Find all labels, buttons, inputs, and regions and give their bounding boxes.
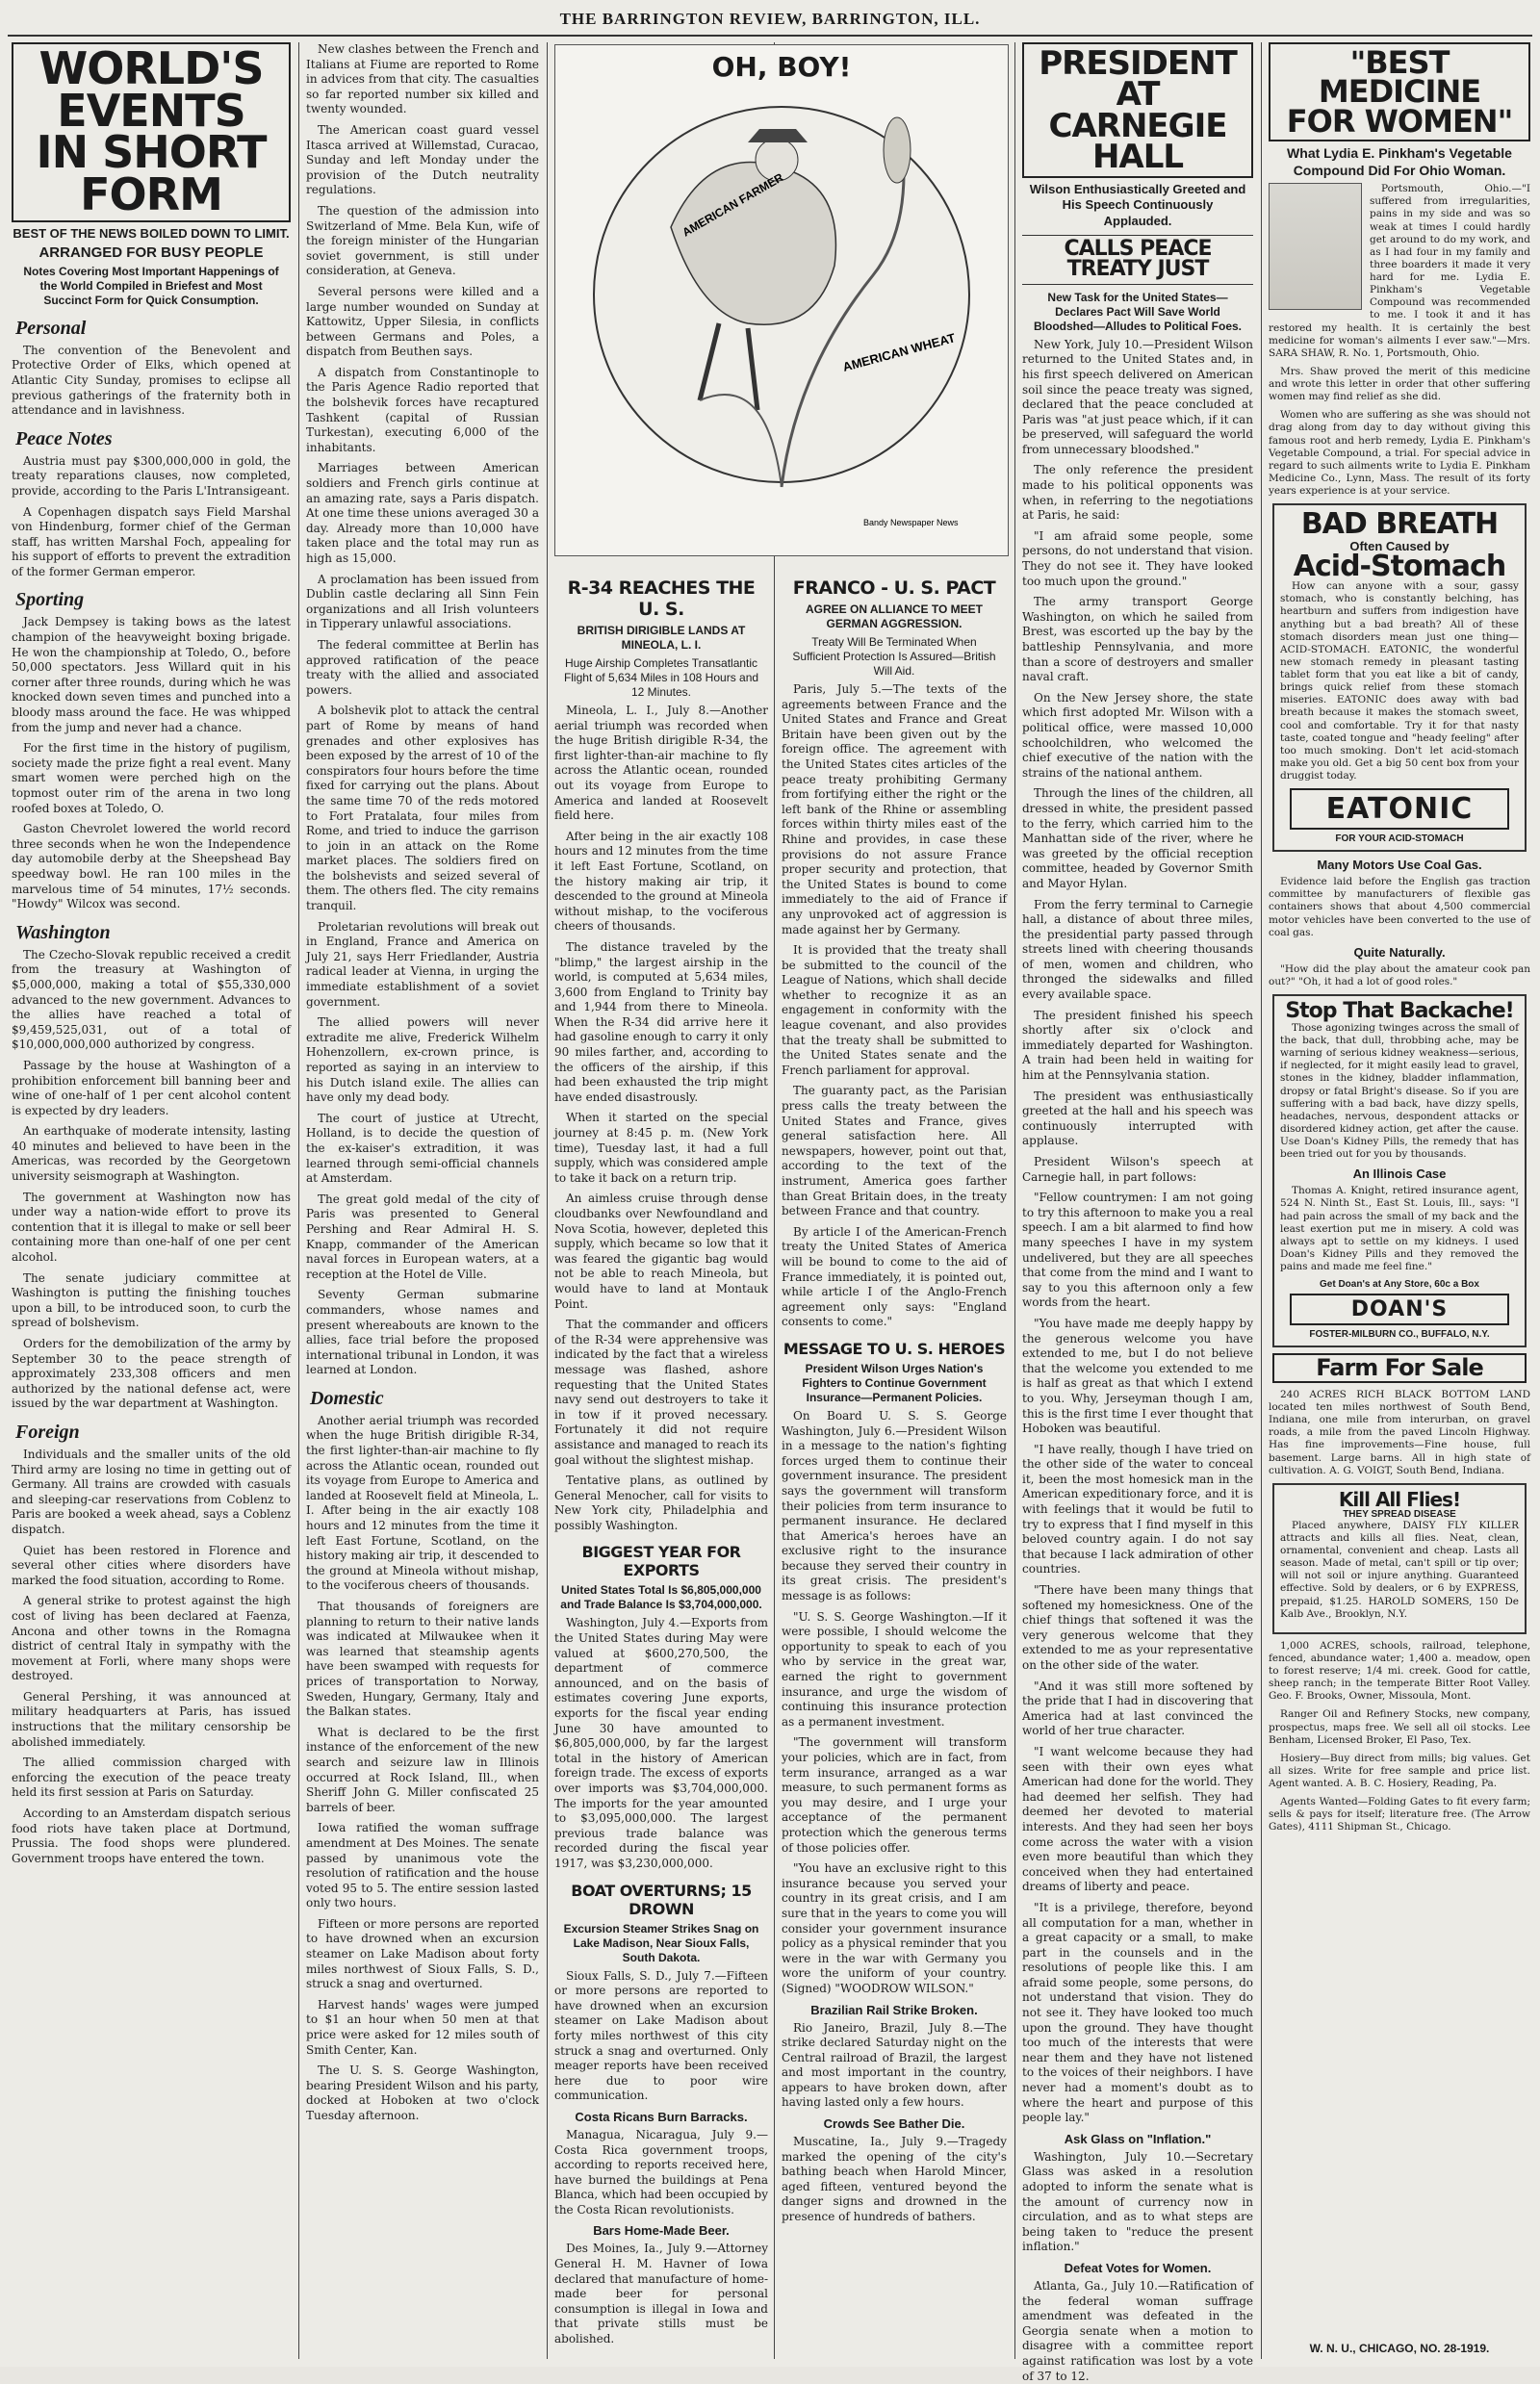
ad-paragraph: Placed anywhere, DAISY FLY KILLER attracts and kills all flies. Neat, clean, ornamental, convenient and cheap. Lasts all season. Made of metal, can't spill or tip over; will not soil or injure anything. Guaranteed effective. Sold by dealers, or 6 by EXPRESS, prepaid, $1.25. HAROLD SOMERS, 150 De Kalb Ave., Brooklyn, N.Y.: [1280, 1519, 1519, 1620]
section-title: Peace Notes: [15, 427, 113, 449]
article-paragraph: The federal committee at Berlin has approved ratification of the peace treaty with the allied and associated powers.: [306, 637, 539, 697]
article-paragraph: Mineola, L. I., July 8.—Another aerial triumph was recorded when the huge British dirigible R-34, the first lighter-than-air machine to fly across the Atlantic ocean, rounded out its voyage from Europe to America and landed at Roosevelt field here.: [554, 704, 768, 823]
article-paragraph: The Czecho-Slovak republic received a credit from the treasury at Washington of $5,000,000, making a total of $55,330,000 advanced to the new government. Advances to the allies have reached a total of $9,459,525,031, out of a total of $10,000,000,000 authorized by congress.: [12, 947, 291, 1052]
cartoon-title: OH, BOY!: [711, 51, 852, 83]
ad-paragraph: Women who are suffering as she was should not drag along from day to day without giving this famous root and herb remedy, Lydia E. Pinkham's Vegetable Compound, a trial. For special advice in regard to such ailments write to Lydia E. Pinkham Medicine Co., Lynn, Mass. The result of its forty years experience is at your service.: [1269, 409, 1530, 498]
ad-maker: FOSTER-MILBURN CO., BUFFALO, N.Y.: [1309, 1329, 1490, 1341]
article-paragraph: By article I of the American-French treaty the United States of America will be bound to come to the aid of France immediately, it is pointed out, while article I of the Anglo-French agreement only says: "England consents to come.": [782, 1224, 1007, 1329]
article-paragraph: The president was enthusiastically greeted at the hall and his speech was continuously interrupted with applause.: [1022, 1089, 1253, 1148]
article-paragraph: When it started on the special journey at 8:45 p. m. (New York time), Tuesday last, it had a full supply, which was considered ample to take it back on a return trip.: [554, 1111, 768, 1185]
story-subhead: Ask Glass on "Inflation.": [1064, 2131, 1212, 2146]
deck: Huge Airship Completes Transatlantic Flight of 5,634 Miles in 108 Hours and 12 Minutes.: [563, 656, 759, 699]
ad-paragraph: Thomas A. Knight, retired insurance agent, 524 N. Ninth St., East St. Louis, Ill., says: "I had pain across the small of my back and the least exertion put me in misery. A cold was always apt to settle on my kidneys. I used Doan's Kidney Pills and they removed the pains and made me feel fine.": [1280, 1185, 1519, 1273]
article-paragraph: The great gold medal of the city of Paris was presented to General Pershing and Rear Admiral H. S. Knapp, commander of the American naval forces in European waters, at a reception at the Hotel de Ville.: [306, 1192, 539, 1281]
portrait-image: [1269, 183, 1362, 310]
article-paragraph: "How did the play about the amateur cook pan out?" "Oh, it had a lot of good roles.": [1269, 962, 1530, 987]
section-title: Personal: [15, 317, 87, 339]
article-paragraph: The allied powers will never extradite me alive, Frederick Wilhelm Hohenzollern, ex-crown prince, is reported as saying in an interview to his Dutch island exile. The allies can have only my dead body.: [306, 1015, 539, 1105]
article-paragraph: The convention of the Benevolent and Protective Order of Elks, which opened at Atlantic City Sunday, promises to eclipse all previous gatherings of the fraternity both in attendance and in lavishness.: [12, 343, 291, 418]
article-paragraph: According to an Amsterdam dispatch serious food riots have taken place at Dortmund, Prussia. The food shops were plundered. Government troops have entered the town.: [12, 1807, 291, 1865]
article-paragraph: New York, July 10.—President Wilson returned to the United States and, in his first speech delivered on American soil since the peace treaty was signed, declared that the peace concluded at Paris was "at just peace which, if it can be preserved, will safeguard the world from unnecessary bloodshed.": [1022, 337, 1253, 456]
column-divider: [547, 42, 548, 2359]
article-paragraph: A bolshevik plot to attack the central part of Rome by means of hand grenades and other explosives has been exposed by the arrest of 10 of the conspirators four hours before the time fixed for carrying out the plans. About the same time 70 of the reds motored to Fort Pratalata, four miles from Rome, and tried to induce the garrison to join in an attack on the Rome market places. The soldiers fired on the bolshevists and seized several of them. The others fled. The city remains tranquil.: [306, 704, 539, 913]
article-paragraph: Des Moines, Ia., July 9.—Attorney General H. M. Havner of Iowa declared that manufacture of home-made beer for personal consumption is illegal in Iowa and that private stills must be abolished.: [554, 2242, 768, 2346]
deck: United States Total Is $6,805,000,000 and Trade Balance Is $3,704,000,000.: [560, 1583, 762, 1612]
ad-paragraph: How can anyone with a sour, gassy stomach, who is constantly belching, has heartburn and suffers from indigestion have anything but a bad breath? All of these stomach disorders mean just one thing—ACID-STOMACH. EATONIC, the wonderful new stomach remedy in pleasant tasting tablet form that you eat like a bit of candy, brings quick relief from these stomach miseries. EATONIC does away with bad breath because it makes the stomach sweet, cool and comfortable. Try it for that nasty taste, coated tongue and "heady feeling" after too much smoking. Don't let acid-stomach make you old. Get a big 50 cent box from your druggist today.: [1280, 580, 1519, 782]
article-paragraph: Tentative plans, as outlined by General Menocher, call for visits to New York city, Philadelphia and possibly Washington.: [554, 1474, 768, 1532]
article-paragraph: Quiet has been restored in Florence and several other cities where disorders have marked the food situation, according to Rome.: [12, 1543, 291, 1587]
article-paragraph: For the first time in the history of pugilism, society made the prize fight a real event. Many smart women were perched high on the topmost outer rim of the arena in two long roofed boxes at Toledo, O.: [12, 741, 291, 815]
headline-world-events: [12, 42, 291, 222]
ad-subline: Often Caused by: [1349, 538, 1450, 553]
subheadline: CALLS PEACE TREATY JUST: [1022, 235, 1253, 285]
article-paragraph: A Copenhagen dispatch says Field Marshal von Hindenburg, former chief of the German staff, has written Marshal Foch, appealing for his support of efforts to prevent the extradition of the former German emperor.: [12, 504, 291, 578]
ad-headline: BAD BREATH: [1300, 507, 1499, 542]
article-paragraph: Several persons were killed and a large number wounded on Sunday at Kattowitz, Upper Silesia, in conflicts between Germans and Poles, a dispatch from Beuthen says.: [306, 284, 539, 359]
article-paragraph: Passage by the house at Washington of a prohibition enforcement bill banning beer and wine of one-half of 1 per cent alcohol content is expected by dry leaders.: [12, 1058, 291, 1117]
story-subhead: Brazilian Rail Strike Broken.: [810, 2002, 978, 2017]
article-paragraph: "I have really, though I have tried on the other side of the water to conceal it, been the most homesick man in the American expeditionary force, and it is with feelings that it would be futil to try to express that I find myself in this beloved country again. I do not say that because I lack admiration of other countries.: [1022, 1442, 1253, 1577]
article-paragraph: Austria must pay $300,000,000 in gold, the treaty reparations clauses, now completed, provide, according to the Paris L'Intransigeant.: [12, 453, 291, 498]
article-paragraph: The government at Washington now has under way a nation-wide effort to prove its contention that it is illegal to make or sell beer containing more than one-half of one per cent alcohol.: [12, 1190, 291, 1265]
article-paragraph: Individuals and the smaller units of the old Third army are losing no time in getting out of Germany. All trains are crowded with casuals and sleeping-car reservations from Coblenz to Paris are booked a week ahead, says a Coblenz dispatch.: [12, 1447, 291, 1536]
article-paragraph: Another aerial triumph was recorded when the huge British dirigible R-34, the first lighter-than-air machine to fly across the Atlantic ocean, rounded out its voyage from Europe to America and landed at Roosevelt field at Mineola, L. I. After being in the air exactly 108 hours and 12 minutes from the time it left East Fortune, Scotland, on the history making air trip, it descended to the ground at Mineola without mishap, to the vociferous cheers of thousands.: [306, 1413, 539, 1593]
ad-subhead: An Illinois Case: [1352, 1166, 1447, 1182]
column-franco-pact: [782, 568, 1007, 2359]
eatonic-tagline: FOR YOUR ACID-STOMACH: [1335, 833, 1464, 845]
column-president: [1022, 42, 1253, 2383]
article-paragraph: That thousands of foreigners are planning to return to their native lands was indicated at Milwaukee when it was learned that steamship agents have been swamped with requests for prices of transportation to Norway, Sweden, Hungary, Germany, Italy and the Balkan states.: [306, 1600, 539, 1719]
story-headline: BOAT OVERTURNS; 15 DROWN: [571, 1881, 752, 1918]
article-paragraph: From the ferry terminal to Carnegie hall, a distance of about three miles, the presidential party passed through streets lined with cheering thousands of men, women and children, who thronged the sidewalks and filled every available space.: [1022, 897, 1253, 1002]
article-paragraph: The U. S. S. George Washington, bearing President Wilson and his party, docked at Hoboken at two o'clock Tuesday afternoon.: [306, 2064, 539, 2122]
article-paragraph: The army transport George Washington, on which he sailed from Brest, was escorted up the bay by the battleship Pennsylvania, and more than a score of destroyers and smaller naval craft.: [1022, 595, 1253, 684]
ad-pinkham-body: [1269, 183, 1530, 498]
article-paragraph: After being in the air exactly 108 hours and 12 minutes from the time it left East Fortune, Scotland, on the history making air trip, it descended to the ground at Mineola without mishap, to the vociferous cheers of thousands.: [554, 829, 768, 934]
subhead: ARRANGED FOR BUSY PEOPLE: [38, 244, 264, 261]
article-paragraph: "And it was still more softened by the pride that I had in discovering that America had at last convinced the world of her true character.: [1022, 1679, 1253, 1738]
article-paragraph: A general strike to protest against the high cost of living has been declared at Faenza, Ancona and other towns in the Romagna district of central Italy in sympathy with the movement at Forli, where many shops were destroyed.: [12, 1594, 291, 1683]
article-paragraph: Marriages between American soldiers and French girls continue at an amazing rate, says a Paris dispatch. At one time these unions averaged 30 a day. Already more than 10,000 have taken place and the total may run as high as 15,000.: [306, 461, 539, 565]
section-title: Washington: [15, 921, 111, 943]
eatonic-logo: EATONIC: [1290, 788, 1509, 830]
article-paragraph: New clashes between the French and Italians at Fiume are reported to Rome in advices from that city. The casualties so far reported number six killed and twenty wounded.: [306, 42, 539, 116]
article-paragraph: On Board U. S. S. George Washington, July 6.—President Wilson in a message to the nation's fighting forces urged them to continue their government insurance. The president says the government will transform their policies from term insurance to permanent insurance. He declared that America's heroes have an exclusive right to the insurance because they served their country in its great crisis. The president's message is as follows:: [782, 1408, 1007, 1603]
ad-paragraph: Those agonizing twinges across the small of the back, that dull, throbbing ache, may be warning of serious kidney weakness—serious, if neglected, for it might easily lead to gravel, stones in the kidney, bladder inflammation, dropsy or fatal Bright's disease. So if you are suffering with a bad back, have dizzy spells, headaches, nervous, despondent attacks or disordered kidney action, get after the cause. Use Doan's Kidney Pills, the remedy that has been tried out for you by thousands.: [1280, 1021, 1519, 1161]
article-paragraph: "It is a privilege, therefore, beyond all computation for a man, whether in a great capacity or a small, to make part in the counsels and in the resolutions of people like this. I am afraid some people, some persons, do not understand that vision. They do not see it. They have looked too much upon the ground. They have thought too much of the interests that were near them and they have not listened to the voices of their neighbors. I have never had a moment's doubt as to where the heart and purpose of this people lay.": [1022, 1900, 1253, 2125]
article-paragraph: On the New Jersey shore, the state which first adopted Mr. Wilson with a political office, were massed 10,000 schoolchildren, who welcomed the chief executive of the nation with the strains of the national anthem.: [1022, 690, 1253, 780]
ad-subline: THEY SPREAD DISEASE: [1343, 1508, 1456, 1520]
ad-subline: Get Doan's at Any Store, 60c a Box: [1320, 1279, 1479, 1291]
cartoon-drawing: [555, 83, 1008, 545]
column-world-events: [12, 42, 291, 2359]
deck: Wilson Enthusiastically Greeted and His Speech Continuously Applauded.: [1029, 182, 1246, 228]
classified-ad: Agents Wanted—Folding Gates to fit every farm; sells & pays for itself; literature free. (The Arrow Gates), 4111 Shipman St., Chicago.: [1269, 1796, 1530, 1833]
deck: AGREE ON ALLIANCE TO MEET GERMAN AGGRESSION.: [805, 602, 983, 630]
article-paragraph: It is provided that the treaty shall be submitted to the council of the League of Nations, which shall decide whether to recognize it as an engagement in conformity with the league covenant, and also provides that the treaty shall be submitted to the United States senate and the French parliament for approval.: [782, 943, 1007, 1077]
article-paragraph: Washington, July 4.—Exports from the United States during May were valued at $600,270,500, the department of commerce announced, and on the basis of estimates covering June exports, exports for the fiscal year ending June 30 have amounted to $6,805,000,000, by far the largest total in the history of American foreign trade. The excess of exports over imports was $3,704,000,000. The imports for the year amounted to $3,095,000,000. The largest previous trade balance was recorded during the fiscal year 1917, was $3,230,000,000.: [554, 1616, 768, 1870]
headline-line: CARNEGIE HALL: [1048, 106, 1227, 176]
article-paragraph: Evidence laid before the English gas traction committee by manufacturers of flexible gas containers shows that about 4,500 commercial motor vehicles have been converted to the use of coal gas.: [1269, 876, 1530, 938]
article-paragraph: "I want welcome because they had seen with their own eyes what American had done for the world. They had deemed her selfish. They had deemed her devoted to material interests. And they had seen her boys come across the water with a vision even more beautiful than which they conceived when they had entertained dreams of liberty and peace.: [1022, 1744, 1253, 1894]
article-paragraph: The guaranty pact, as the Parisian press calls the treaty between the United States and France, gives general satisfaction here. All newspapers, however, point out that, according to the text of the instrument, America goes farther than Great Britain does, in the treaty between France and that country.: [782, 1084, 1007, 1218]
deck: Treaty Will Be Terminated When Sufficient Protection Is Assured—British Will Aid.: [792, 635, 996, 678]
article-paragraph: Paris, July 5.—The texts of the agreements between France and the United States and France and Great Britain have been given out by the foreign office. The agreement with the United States cites articles of the peace treaty prohibiting Germany from fortifying either the right or the left bank of the Rhine or assembling forces within thirty miles east of the Rhine and provides, in case these provisions do not assure France proper security and protection, that the United States is bound to come immediately to the aid of France if any unprovoked act of aggression is made against her by Germany.: [782, 682, 1007, 936]
article-paragraph: Muscatine, Ia., July 9.—Tragedy marked the opening of the city's bathing beach when Harold Mincer, aged fifteen, ventured beyond the danger signs and drowned in the presence of hundreds of bathers.: [782, 2135, 1007, 2224]
column-divider: [1014, 42, 1015, 2359]
section-title: Foreign: [15, 1421, 80, 1443]
story-headline: R-34 REACHES THE U. S.: [567, 577, 756, 620]
article-paragraph: "The government will transform your policies, which are in fact, from term insurance, arranged as a war measure, to such permanent forms as you may desire, and I urge your acceptance of the permanent protection which the generous terms of those policies offer.: [782, 1735, 1007, 1855]
classified-ad: Hosiery—Buy direct from mills; big values. Get all sizes. Write for free sample and price list. Agent wanted. A. B. C. Hosiery, Reading, Pa.: [1269, 1752, 1530, 1790]
editorial-cartoon: [554, 44, 1009, 556]
headline-president: [1022, 42, 1253, 178]
article-paragraph: "You have an exclusive right to this insurance because you served your country in its great crisis, and I am sure that in the years to come you will consider your government insurance policy as a physical reminder that you were in the war with Germany you wore the uniform of your country. (Signed) "WOODROW WILSON.": [782, 1861, 1007, 1995]
article-paragraph: Fifteen or more persons are reported to have drowned when an excursion steamer on Lake Madison about forty miles northwest of Sioux Falls, S. D., struck a snag and overturned.: [306, 1916, 539, 1991]
article-paragraph: "There have been many things that softened my homesickness. One of the chief things that softened it was the very generous welcome that they extended to me as your representative on the other side of the water.: [1022, 1583, 1253, 1672]
deck: BRITISH DIRIGIBLE LANDS AT MINEOLA, L. I.: [577, 624, 746, 652]
classified-ad: 240 ACRES RICH BLACK BOTTOM LAND located ten miles northwest of South Bend, Indiana, one mile from interurban, on gravel roads, a mile from the paved Lincoln Highway. Has fine improvements—Fine house, full basement. Large barns. All in high state of cultivation. A. G. VOIGT, South Bend, Indiana.: [1269, 1388, 1530, 1476]
article-paragraph: The question of the admission into Switzerland of Mme. Bela Kun, wife of the foreign minister of the Hungarian soviet government, is still under consideration, at Geneva.: [306, 203, 539, 278]
article-paragraph: A proclamation has been issued from Dublin castle declaring all Sinn Fein organizations and all Irish volunteers in Tipperary unlawful associations.: [306, 572, 539, 631]
article-paragraph: Harvest hands' wages were jumped to $1 an hour when 50 men at that price were asked for 12 miles south of Smith Center, Kan.: [306, 1997, 539, 2057]
masthead-rule: [8, 35, 1532, 37]
column-news-items: [306, 42, 539, 2359]
deck: President Wilson Urges Nation's Fighters to Continue Government Insurance—Permanent Policies.: [802, 1361, 987, 1404]
ad-bad-breath: [1272, 503, 1527, 852]
deck: Notes Covering Most Important Happenings of the World Compiled in Briefest and Most Succinct Form for Quick Consumption.: [23, 264, 279, 307]
ad-doans: [1272, 994, 1527, 1347]
article-paragraph: The distance traveled by the "blimp," the largest airship in the world, is computed at 5,634 miles, 3,600 from England to Trinity bay and 1,944 from there to Mineola. When the R-34 did arrive here it had gasoline enough to carry it only 90 miles farther, and, according to the officers of the airship, if this had been exhausted the trip might have ended disastrously.: [554, 939, 768, 1104]
story-headline: MESSAGE TO U. S. HEROES: [783, 1339, 1006, 1358]
article-paragraph: Sioux Falls, S. D., July 7.—Fifteen or more persons are reported to have drowned when an excursion steamer on Lake Madison about forty miles northwest of this city struck a snag and overturned. Only meager reports have been received here due to poor wire communication.: [554, 1968, 768, 2103]
article-paragraph: The only reference the president made to his political opponents was when, in referring to the negotiations at Paris, he said:: [1022, 463, 1253, 523]
story-subhead: Quite Naturally.: [1353, 944, 1446, 960]
article-paragraph: The American coast guard vessel Itasca arrived at Willemstad, Curacao, Sunday and left Monday under the provision of the Dutch neutrality regulations.: [306, 122, 539, 197]
story-subhead: Defeat Votes for Women.: [1064, 2260, 1212, 2275]
article-paragraph: Through the lines of the children, all dressed in white, the president passed to the ferry, which carried him to the Manhattan side of the river, where he was greeted by the official reception committee, headed by Governor Smith and Mayor Hylan.: [1022, 786, 1253, 890]
article-paragraph: Jack Dempsey is taking bows as the latest champion of the heavyweight boxing brigade. He won the championship at Toledo, O., before 50,000 spectators. Jess Willard quit in his corner after three rounds, during which he was knocked down seven times and punched into a bloody mass around the face. He was whipped from the jump and never had a chance.: [12, 615, 291, 734]
deck: Excursion Steamer Strikes Snag on Lake Madison, Near Sioux Falls, South Dakota.: [563, 1921, 759, 1964]
masthead: THE BARRINGTON REVIEW, BARRINGTON, ILL.: [559, 10, 981, 28]
headline-line: FOR WOMEN": [1286, 102, 1513, 140]
article-paragraph: "I am afraid some people, some persons, do not understand that vision. They do not see it. They have looked too much upon the ground.": [1022, 528, 1253, 588]
headline-line: WORLD'S EVENTS: [38, 42, 264, 137]
headline-line: PRESIDENT AT: [1039, 44, 1237, 115]
story-subhead: Many Motors Use Coal Gas.: [1317, 858, 1482, 873]
wheat-head: [884, 117, 911, 183]
story-subhead: Bars Home-Made Beer.: [593, 2223, 730, 2239]
subhead: BEST OF THE NEWS BOILED DOWN TO LIMIT.: [13, 225, 290, 241]
article-paragraph: General Pershing, it was announced at military headquarters at Paris, has issued instructions that the military censorship be abolished immediately.: [12, 1689, 291, 1749]
article-paragraph: Atlanta, Ga., July 10.—Ratification of the federal woman suffrage amendment was defeated in the Georgia senate when a motion to disagree with a committee report against ratification was lost by a vote of 37 to 12.: [1022, 2278, 1253, 2383]
article-paragraph: The allied commission charged with enforcing the execution of the peace treaty held its first session at Paris on Saturday.: [12, 1756, 291, 1800]
column-advertisements: [1269, 42, 1530, 2359]
section-title: Domestic: [310, 1387, 384, 1409]
headline-line: IN SHORT FORM: [36, 126, 267, 221]
article-paragraph: President Wilson's speech at Carnegie hall, in part follows:: [1022, 1155, 1253, 1184]
story-headline: FRANCO - U. S. PACT: [792, 577, 996, 599]
article-paragraph: "U. S. S. George Washington.—If it were possible, I should welcome the opportunity to speak to each of you who by service in the great war, earned the right to government insurance, and urge the wisdom of continuing this insurance protection as a permanent investment.: [782, 1609, 1007, 1729]
article-paragraph: Washington, July 10.—Secretary Glass was asked in a resolution adopted to inform the senate what is the amount of currency now in circulation, and as to what steps are being taken to "reduce the present inflation.": [1022, 2149, 1253, 2254]
ad-paragraph: Mrs. Shaw proved the merit of this medicine and wrote this letter in order that other suffering women may find relief as she did.: [1269, 365, 1530, 403]
section-title: Sporting: [15, 589, 85, 611]
deck: New Task for the United States—Declares Pact Will Save World Bloodshed—Alludes to Political Foes.: [1033, 290, 1243, 333]
ad-paragraph: Portsmouth, Ohio.—"I suffered from irregularities, pains in my side and was so weak at times I could hardly get around to do my work, and as I had four in my family and three boarders it made it very hard for me. Lydia E. Pinkham's Vegetable Compound was recommended to me. I took it and it has restored my health. It is certainly the best medicine for woman's ailments I ever saw."—Mrs. SARA SHAW, R. No. 1, Portsmouth, Ohio.: [1269, 183, 1530, 359]
article-paragraph: The court of justice at Utrecht, Holland, is to decide the question of the ex-kaiser's extradition, it was learned through semi-official channels at Amsterdam.: [306, 1111, 539, 1186]
column-r34: [554, 568, 768, 2359]
cartoon-label-farmer: AMERICAN FARMER: [680, 170, 786, 240]
doans-logo: DOAN'S: [1290, 1294, 1509, 1325]
article-paragraph: "Fellow countrymen: I am not going to try this afternoon to make you a real speech. I am a bit alarmed to find how many speeches I have in my system undelivered, but they are all speeches that come from the mind and I want to say to you this afternoon only a few words from the heart.: [1022, 1191, 1253, 1310]
article-paragraph: A dispatch from Constantinople to the Paris Agence Radio reported that the bolshevik forces have recaptured Tashkent (capital of Russian Turkestan), executing 6,000 of the inhabitants.: [306, 365, 539, 454]
article-paragraph: An earthquake of moderate intensity, lasting 40 minutes and believed to have been in the Americas, was recorded by the Georgetown university seismograph at Washington.: [12, 1124, 291, 1184]
headline-line: "BEST MEDICINE: [1318, 44, 1481, 111]
article-paragraph: Orders for the demobilization of the army by September 30 to the peace strength of approximately 233,308 officers and men authorized by the national defense act, were issued by the war department at Washington.: [12, 1337, 291, 1411]
ad-deck: What Lydia E. Pinkham's Vegetable Compound Did For Ohio Woman.: [1287, 145, 1512, 178]
ad-farm-headline: Farm For Sale: [1272, 1353, 1527, 1383]
column-divider: [298, 42, 299, 2359]
article-paragraph: "You have made me deeply happy by the generous welcome you have extended to me, but I do not believe that the welcome you extended to me is half as great as that which I extend to you. Why, Jerseyman though I am, this is the first time I ever thought that Hoboken was beautiful.: [1022, 1316, 1253, 1436]
ad-headline: Kill All Flies!: [1338, 1487, 1461, 1511]
story-subhead: Costa Ricans Burn Barracks.: [575, 2109, 748, 2124]
ad-headline: Stop That Backache!: [1285, 999, 1514, 1024]
article-paragraph: That the commander and officers of the R-34 were apprehensive was indicated by the fact that a wireless message was flashed, ashore requesting that the United States navy send out destroyers to take it in tow if it proved necessary. Fortunately it did not require assistance and managed to reach its goal without the slightest mishap.: [554, 1318, 768, 1467]
cartoon-credit: Bandy Newspaper News: [863, 518, 959, 527]
classified-ad: 1,000 ACRES, schools, railroad, telephone, fenced, abundance water; 1,400 a. meadow, open to forest reserve; 1/4 mi. creek. Good for cattle, sheep ranch; in the temperate Bitter Root Valley. Geo. F. Brooks, Owner, Missoula, Mont.: [1269, 1639, 1530, 1703]
column-divider: [1261, 42, 1262, 2359]
article-paragraph: The senate judiciary committee at Washington is putting the finishing touches upon a bill, to be introduced soon, to curb the spread of bolshevism.: [12, 1270, 291, 1330]
article-paragraph: Iowa ratified the woman suffrage amendment at Des Moines. The senate passed by unanimous vote the resolution of ratification and the house voted 95 to 5. The entire session lasted only two hours.: [306, 1821, 539, 1910]
classified-ad: Ranger Oil and Refinery Stocks, new company, prospectus, maps free. We sell all oil stocks. Lee Benham, Licensed Broker, El Paso, Tex.: [1269, 1708, 1530, 1746]
ad-headline: Acid-Stomach: [1293, 549, 1506, 583]
story-headline: BIGGEST YEAR FOR EXPORTS: [581, 1543, 741, 1580]
article-paragraph: What is declared to be the first instance of the enforcement of the new search and seizure law in Illinois occurred at Rock Island, Ill., when Sheriff John G. Miller confiscated 25 barrels of beer.: [306, 1725, 539, 1814]
cartoon-label-wheat: AMERICAN WHEAT: [840, 330, 958, 374]
article-paragraph: The president finished his speech shortly after six o'clock and immediately departed for Washington. A train had been held in waiting for him at the Pennsylvania station.: [1022, 1008, 1253, 1083]
article-paragraph: An aimless cruise through dense cloudbanks over Newfoundland and Nova Scotia, however, depleted this supply, which became so low that it was feared the gigantic bag would not be able to reach Mineola, but would have to land at Montauk Point.: [554, 1192, 768, 1311]
ad-daisy-fly-killer: [1272, 1483, 1527, 1634]
article-paragraph: Rio Janeiro, Brazil, July 8.—The strike declared Saturday night on the Central railroad of Brazil, the largest and most important in the country, appears to have broken down, after having lasted only a few hours.: [782, 2020, 1007, 2110]
article-paragraph: Gaston Chevrolet lowered the world record three seconds when he won the Independence day automobile derby at the Sheepshead Bay speedway bowl. He ran 100 miles in the marvelous time of 54 minutes, 17½ seconds. "Howdy" Wilcox was second.: [12, 822, 291, 911]
article-paragraph: Managua, Nicaragua, July 9.—Costa Rica government troops, according to reports received here, have burned the buildings at Pena Blanca, which had been occupied by the Costa Rican revolutionists.: [554, 2127, 768, 2217]
ad-pinkham-headline: [1269, 42, 1530, 141]
article-paragraph: Seventy German submarine commanders, whose names and present whereabouts are known to the allies, face trial before the proposed international tribunal in London, it was learned at London.: [306, 1288, 539, 1377]
page-footer: W. N. U., CHICAGO, NO. 28-1919.: [1309, 2342, 1490, 2355]
story-subhead: Crowds See Bather Die.: [823, 2116, 965, 2132]
article-paragraph: Proletarian revolutions will break out in England, France and America on July 21, says Herr Friedlander, Austria radical leader at Vienna, in urging the immediate establishment of a soviet government.: [306, 919, 539, 1009]
